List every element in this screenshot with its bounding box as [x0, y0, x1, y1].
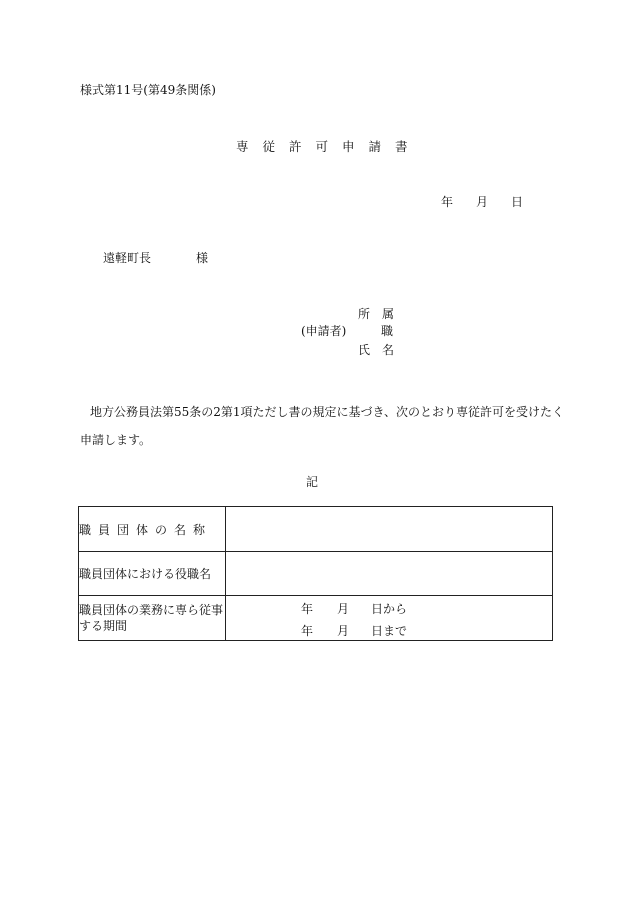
period-to-suffix: 日まで [371, 624, 408, 638]
affiliation-label: 所属 [358, 307, 407, 321]
application-table [78, 506, 553, 641]
period-header: 職員団体の業務に専ら従事する期間 [79, 596, 226, 641]
date-month-label: 月 [476, 195, 489, 209]
union-position-field[interactable] [226, 552, 553, 596]
position-label: 職 [381, 324, 394, 338]
addressee-honorific: 様 [196, 251, 209, 265]
union-name-field[interactable] [226, 507, 553, 552]
period-from-month: 月 [337, 602, 350, 616]
table-row [79, 507, 553, 552]
form-number: 様式第11号(第49条関係) [80, 83, 216, 97]
period-to-year: 年 [301, 624, 314, 638]
date-year-label: 年 [441, 195, 454, 209]
name-label: 氏名 [358, 343, 407, 357]
date-day-label: 日 [511, 195, 524, 209]
table-row [79, 552, 553, 596]
body-text-line-2: 申請します。 [80, 433, 152, 447]
period-field[interactable] [226, 596, 553, 641]
ki-heading: 記 [306, 475, 319, 489]
applicant-label: (申請者) [301, 324, 347, 338]
body-text-line-1: 地方公務員法第55条の2第1項ただし書の規定に基づき、次のとおり専従許可を受けたく [90, 405, 565, 419]
addressee-name: 遠軽町長 [103, 251, 152, 265]
period-from-year: 年 [301, 602, 314, 616]
union-name-header: 職員団体の名称 [79, 507, 226, 552]
period-from-suffix: 日から [371, 602, 408, 616]
union-position-header: 職員団体における役職名 [79, 552, 226, 596]
period-to-month: 月 [337, 624, 350, 638]
table-row [79, 596, 553, 641]
document-title: 専従許可申請書 [236, 139, 422, 154]
